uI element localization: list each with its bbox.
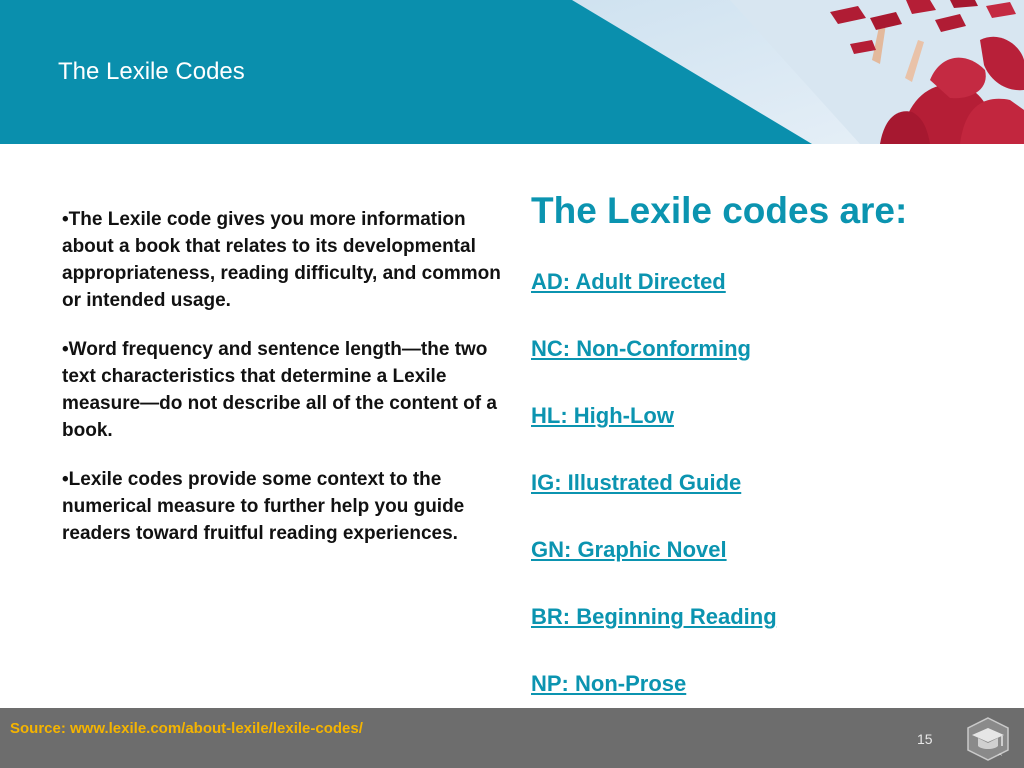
bullet-list xyxy=(62,206,502,569)
source-link[interactable]: Source: www.lexile.com/about-lexile/lexile-codes/ xyxy=(10,720,363,737)
code-link-np[interactable]: NP: Non-Prose xyxy=(531,671,687,696)
slide-header xyxy=(0,0,1024,144)
code-link-br[interactable]: BR: Beginning Reading xyxy=(531,604,777,629)
code-link-ad[interactable]: AD: Adult Directed xyxy=(531,269,726,294)
slide-footer xyxy=(0,708,1024,768)
bullet-item: •Word frequency and sentence length—the two text characteristics that determine a Lexile measure—do not describe all of the content of a book. xyxy=(62,339,497,441)
slide-number: 15 xyxy=(917,731,933,747)
code-link-gn[interactable]: GN: Graphic Novel xyxy=(531,537,727,562)
slide-title: The Lexile Codes xyxy=(58,58,245,85)
codes-list xyxy=(531,188,1001,737)
code-link-nc[interactable]: NC: Non-Conforming xyxy=(531,336,751,361)
bullet-item: •The Lexile code gives you more information about a book that relates to its developmental appropriateness, reading difficulty, and common or intended usage. xyxy=(62,209,501,311)
codes-heading: The Lexile codes are: xyxy=(531,190,908,231)
graduation-cap-logo-icon xyxy=(966,716,1010,762)
svg-text:^: ^ xyxy=(997,753,1003,761)
code-link-hl[interactable]: HL: High-Low xyxy=(531,403,674,428)
bullet-item: •Lexile codes provide some context to the numerical measure to further help you guide readers toward fruitful reading experiences. xyxy=(62,469,465,544)
code-link-ig[interactable]: IG: Illustrated Guide xyxy=(531,470,742,495)
